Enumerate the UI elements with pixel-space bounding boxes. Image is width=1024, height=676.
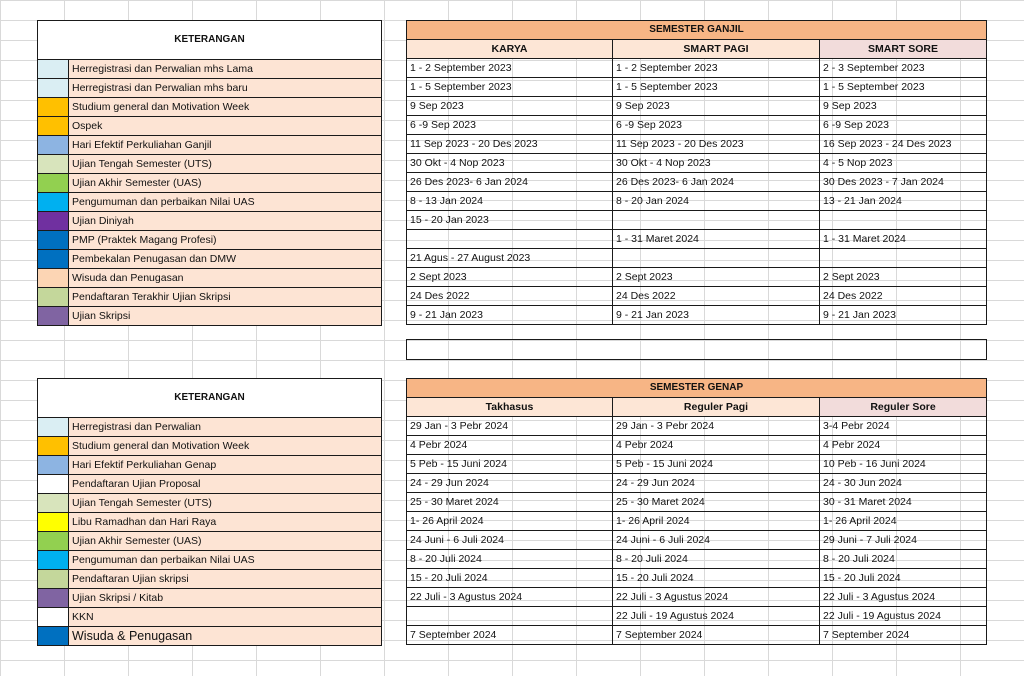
- legend-row: [38, 627, 382, 646]
- schedule-cell: 5 Peb - 15 Juni 2024: [613, 455, 820, 474]
- color-swatch: [38, 250, 69, 269]
- schedule-cell: [407, 230, 613, 249]
- schedule-cell: 4 Pebr 2024: [820, 436, 987, 455]
- schedule-cell: 6 -9 Sep 2023: [407, 116, 613, 135]
- color-swatch: [38, 589, 69, 608]
- schedule-cell: 15 - 20 Jan 2023: [407, 211, 613, 230]
- schedule-row: [407, 607, 987, 626]
- legend-label: Pengumuman dan perbaikan Nilai UAS: [69, 551, 382, 570]
- schedule-row: [407, 230, 987, 249]
- color-swatch: [38, 117, 69, 136]
- schedule-cell: 9 - 21 Jan 2023: [820, 306, 987, 325]
- color-swatch: [38, 231, 69, 250]
- schedule-cell: 24 - 30 Jun 2024: [820, 474, 987, 493]
- color-swatch: [38, 437, 69, 456]
- schedule-cell: 24 Des 2022: [407, 287, 613, 306]
- schedule-cell: 29 Juni - 7 Juli 2024: [820, 531, 987, 550]
- schedule-row: [407, 59, 987, 78]
- legend-label: Ujian Tengah Semester (UTS): [69, 155, 382, 174]
- schedule-cell: 24 - 29 Jun 2024: [407, 474, 613, 493]
- spacer-block: [406, 339, 987, 360]
- schedule-row: [407, 569, 987, 588]
- schedule-cell: [820, 211, 987, 230]
- schedule-cell: 1- 26 April 2024: [613, 512, 820, 531]
- legend-row: [38, 307, 382, 326]
- schedule-cell: 1 - 2 September 2023: [613, 59, 820, 78]
- schedule-cell: 9 - 21 Jan 2023: [407, 306, 613, 325]
- schedule-cell: 4 Pebr 2024: [613, 436, 820, 455]
- column-header: SMART SORE: [820, 40, 987, 59]
- schedule-cell: 8 - 20 Juli 2024: [820, 550, 987, 569]
- schedule-cell: 1 - 31 Maret 2024: [820, 230, 987, 249]
- schedule-cell: 8 - 20 Jan 2024: [613, 192, 820, 211]
- legend-label: KKN: [69, 608, 382, 627]
- legend-label: Pengumuman dan perbaikan Nilai UAS: [69, 193, 382, 212]
- schedule-cell: 10 Peb - 16 Juni 2024: [820, 455, 987, 474]
- legend-label: Hari Efektif Perkuliahan Genap: [69, 456, 382, 475]
- schedule-cell: 30 - 31 Maret 2024: [820, 493, 987, 512]
- schedule-cell: 1 - 5 September 2023: [613, 78, 820, 97]
- color-swatch: [38, 212, 69, 231]
- color-swatch: [38, 193, 69, 212]
- schedule-cell: 22 Juli - 19 Agustus 2024: [820, 607, 987, 626]
- legend-row: [38, 456, 382, 475]
- schedule-cell: 1- 26 April 2024: [407, 512, 613, 531]
- legend-label: Wisuda & Penugasan: [69, 627, 382, 646]
- schedule-row: [407, 135, 987, 154]
- legend-table-ganjil: [37, 20, 382, 326]
- legend-row: [38, 532, 382, 551]
- legend-row: [38, 117, 382, 136]
- legend-row: [38, 60, 382, 79]
- schedule-cell: 6 -9 Sep 2023: [820, 116, 987, 135]
- schedule-row: [407, 474, 987, 493]
- schedule-row: [407, 249, 987, 268]
- color-swatch: [38, 155, 69, 174]
- schedule-cell: 30 Des 2023 - 7 Jan 2024: [820, 173, 987, 192]
- schedule-row: [407, 192, 987, 211]
- legend-label: Ujian Skripsi / Kitab: [69, 589, 382, 608]
- legend-label: Wisuda dan Penugasan: [69, 269, 382, 288]
- legend-label: Libu Ramadhan dan Hari Raya: [69, 513, 382, 532]
- legend-label: Herregistrasi dan Perwalian mhs Lama: [69, 60, 382, 79]
- color-swatch: [38, 532, 69, 551]
- color-swatch: [38, 570, 69, 589]
- schedule-row: [407, 211, 987, 230]
- column-header: SMART PAGI: [613, 40, 820, 59]
- color-swatch: [38, 551, 69, 570]
- schedule-cell: 1 - 2 September 2023: [407, 59, 613, 78]
- schedule-cell: 22 Juli - 19 Agustus 2024: [613, 607, 820, 626]
- color-swatch: [38, 627, 69, 646]
- schedule-cell: 15 - 20 Juli 2024: [407, 569, 613, 588]
- legend-label: Ujian Akhir Semester (UAS): [69, 532, 382, 551]
- schedule-cell: 16 Sep 2023 - 24 Des 2023: [820, 135, 987, 154]
- color-swatch: [38, 513, 69, 532]
- schedule-cell: 1- 26 April 2024: [820, 512, 987, 531]
- schedule-row: [407, 588, 987, 607]
- legend-label: Hari Efektif Perkuliahan Ganjil: [69, 136, 382, 155]
- legend-label: Herregistrasi dan Perwalian mhs baru: [69, 79, 382, 98]
- legend-row: [38, 570, 382, 589]
- legend-row: [38, 608, 382, 627]
- column-header: Takhasus: [407, 398, 613, 417]
- schedule-cell: 24 - 29 Jun 2024: [613, 474, 820, 493]
- schedule-cell: 4 - 5 Nop 2023: [820, 154, 987, 173]
- schedule-row: [407, 493, 987, 512]
- schedule-cell: 24 Des 2022: [820, 287, 987, 306]
- schedule-cell: 9 Sep 2023: [820, 97, 987, 116]
- schedule-cell: 2 Sept 2023: [407, 268, 613, 287]
- schedule-cell: 1 - 31 Maret 2024: [613, 230, 820, 249]
- schedule-cell: 25 - 30 Maret 2024: [613, 493, 820, 512]
- schedule-cell: 22 Juli - 3 Agustus 2024: [407, 588, 613, 607]
- semester-genap-table: [406, 378, 987, 645]
- schedule-cell: 6 -9 Sep 2023: [613, 116, 820, 135]
- schedule-cell: 5 Peb - 15 Juni 2024: [407, 455, 613, 474]
- legend-row: [38, 494, 382, 513]
- schedule-cell: 3-4 Pebr 2024: [820, 417, 987, 436]
- semester-ganjil-table: [406, 20, 987, 325]
- schedule-cell: 29 Jan - 3 Pebr 2024: [613, 417, 820, 436]
- legend-row: [38, 475, 382, 494]
- legend-title: KETERANGAN: [38, 21, 382, 60]
- schedule-row: [407, 550, 987, 569]
- schedule-cell: 8 - 13 Jan 2024: [407, 192, 613, 211]
- schedule-row: [407, 436, 987, 455]
- schedule-cell: [407, 607, 613, 626]
- schedule-cell: 29 Jan - 3 Pebr 2024: [407, 417, 613, 436]
- legend-row: [38, 269, 382, 288]
- color-swatch: [38, 456, 69, 475]
- color-swatch: [38, 136, 69, 155]
- legend-label: Ospek: [69, 117, 382, 136]
- legend-row: [38, 250, 382, 269]
- schedule-cell: 8 - 20 Juli 2024: [613, 550, 820, 569]
- column-header: Reguler Sore: [820, 398, 987, 417]
- schedule-row: [407, 626, 987, 645]
- schedule-cell: 9 Sep 2023: [613, 97, 820, 116]
- schedule-cell: 7 September 2024: [613, 626, 820, 645]
- schedule-cell: 2 - 3 September 2023: [820, 59, 987, 78]
- schedule-cell: 1 - 5 September 2023: [407, 78, 613, 97]
- schedule-cell: 22 Juli - 3 Agustus 2024: [613, 588, 820, 607]
- color-swatch: [38, 174, 69, 193]
- schedule-row: [407, 154, 987, 173]
- legend-row: [38, 418, 382, 437]
- legend-label: Pembekalan Penugasan dan DMW: [69, 250, 382, 269]
- legend-row: [38, 589, 382, 608]
- legend-label: Studium general dan Motivation Week: [69, 437, 382, 456]
- schedule-row: [407, 512, 987, 531]
- legend-row: [38, 174, 382, 193]
- schedule-cell: 25 - 30 Maret 2024: [407, 493, 613, 512]
- schedule-row: [407, 287, 987, 306]
- schedule-cell: 11 Sep 2023 - 20 Des 2023: [407, 135, 613, 154]
- schedule-cell: 24 Juni - 6 Juli 2024: [613, 531, 820, 550]
- legend-label: Ujian Akhir Semester (UAS): [69, 174, 382, 193]
- legend-row: [38, 79, 382, 98]
- schedule-cell: 30 Okt - 4 Nop 2023: [407, 154, 613, 173]
- schedule-row: [407, 78, 987, 97]
- color-swatch: [38, 269, 69, 288]
- legend-row: [38, 136, 382, 155]
- schedule-cell: 21 Agus - 27 August 2023: [407, 249, 613, 268]
- legend-row: [38, 231, 382, 250]
- legend-label: Studium general dan Motivation Week: [69, 98, 382, 117]
- schedule-cell: 4 Pebr 2024: [407, 436, 613, 455]
- schedule-cell: 22 Juli - 3 Agustus 2024: [820, 588, 987, 607]
- color-swatch: [38, 79, 69, 98]
- legend-row: [38, 551, 382, 570]
- column-header: Reguler Pagi: [613, 398, 820, 417]
- schedule-row: [407, 173, 987, 192]
- schedule-cell: 15 - 20 Juli 2024: [820, 569, 987, 588]
- color-swatch: [38, 608, 69, 627]
- schedule-cell: 24 Juni - 6 Juli 2024: [407, 531, 613, 550]
- schedule-cell: [613, 249, 820, 268]
- legend-row: [38, 288, 382, 307]
- schedule-cell: 13 - 21 Jan 2024: [820, 192, 987, 211]
- schedule-cell: 9 Sep 2023: [407, 97, 613, 116]
- schedule-cell: 9 - 21 Jan 2023: [613, 306, 820, 325]
- legend-label: Pendaftaran Ujian Proposal: [69, 475, 382, 494]
- schedule-cell: 2 Sept 2023: [820, 268, 987, 287]
- schedule-cell: 24 Des 2022: [613, 287, 820, 306]
- schedule-cell: 7 September 2024: [407, 626, 613, 645]
- legend-row: [38, 513, 382, 532]
- schedule-cell: 26 Des 2023- 6 Jan 2024: [613, 173, 820, 192]
- schedule-row: [407, 97, 987, 116]
- schedule-row: [407, 417, 987, 436]
- color-swatch: [38, 418, 69, 437]
- legend-row: [38, 437, 382, 456]
- legend-label: Pendaftaran Terakhir Ujian Skripsi: [69, 288, 382, 307]
- schedule-cell: 15 - 20 Juli 2024: [613, 569, 820, 588]
- schedule-cell: 7 September 2024: [820, 626, 987, 645]
- semester-title: SEMESTER GANJIL: [407, 21, 987, 40]
- legend-table-genap: [37, 378, 382, 646]
- legend-label: Herregistrasi dan Perwalian: [69, 418, 382, 437]
- legend-title: KETERANGAN: [38, 379, 382, 418]
- blank-row: [407, 340, 987, 360]
- legend-label: Pendaftaran Ujian skripsi: [69, 570, 382, 589]
- column-header: KARYA: [407, 40, 613, 59]
- schedule-row: [407, 268, 987, 287]
- schedule-cell: 26 Des 2023- 6 Jan 2024: [407, 173, 613, 192]
- schedule-row: [407, 455, 987, 474]
- schedule-cell: 8 - 20 Juli 2024: [407, 550, 613, 569]
- schedule-row: [407, 306, 987, 325]
- color-swatch: [38, 475, 69, 494]
- legend-label: Ujian Diniyah: [69, 212, 382, 231]
- legend-row: [38, 155, 382, 174]
- schedule-cell: 2 Sept 2023: [613, 268, 820, 287]
- color-swatch: [38, 307, 69, 326]
- schedule-row: [407, 116, 987, 135]
- color-swatch: [38, 288, 69, 307]
- legend-label: PMP (Praktek Magang Profesi): [69, 231, 382, 250]
- color-swatch: [38, 60, 69, 79]
- semester-title: SEMESTER GENAP: [407, 379, 987, 398]
- schedule-cell: 30 Okt - 4 Nop 2023: [613, 154, 820, 173]
- schedule-cell: [820, 249, 987, 268]
- legend-row: [38, 212, 382, 231]
- color-swatch: [38, 494, 69, 513]
- legend-row: [38, 193, 382, 212]
- legend-row: [38, 98, 382, 117]
- schedule-cell: 11 Sep 2023 - 20 Des 2023: [613, 135, 820, 154]
- color-swatch: [38, 98, 69, 117]
- schedule-row: [407, 531, 987, 550]
- schedule-cell: [613, 211, 820, 230]
- schedule-cell: 1 - 5 September 2023: [820, 78, 987, 97]
- legend-label: Ujian Tengah Semester (UTS): [69, 494, 382, 513]
- legend-label: Ujian Skripsi: [69, 307, 382, 326]
